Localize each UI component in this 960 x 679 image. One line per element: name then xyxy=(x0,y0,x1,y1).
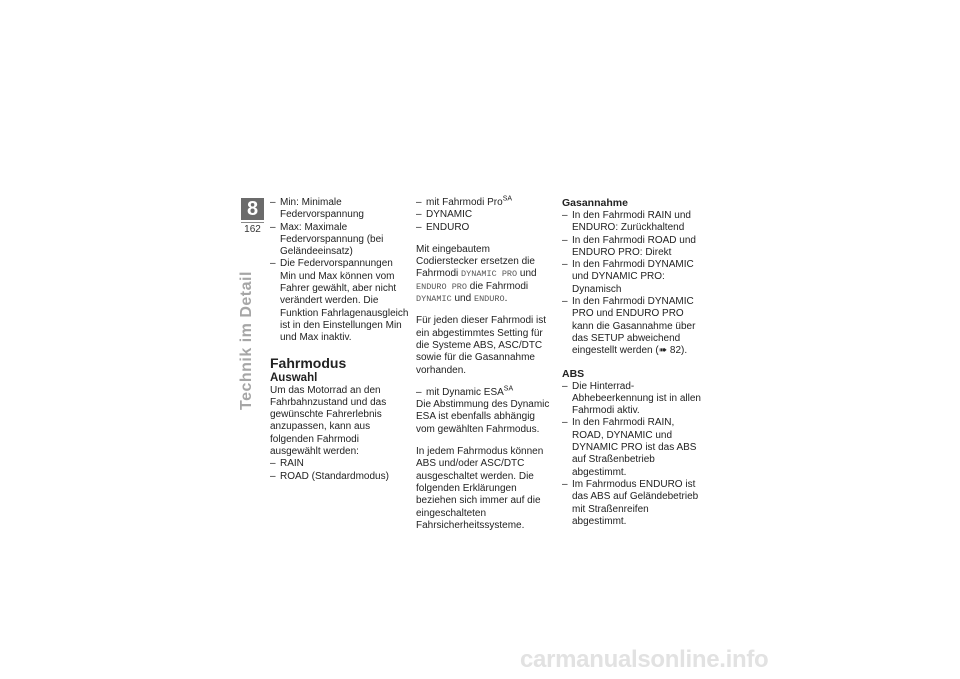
list-item xyxy=(416,197,551,209)
subheading-auswahl: Auswahl xyxy=(270,371,318,384)
list-item: – Die Federvorspannungen Min und Max können vom Fahrer gewählt, aber nicht verändert werden. Die Funktion Fahrlagenausgleich ist in den Einstellungen Min und Max inaktiv. xyxy=(270,258,410,344)
section-heading-fahrmodus: Fahrmodus xyxy=(270,354,347,371)
page-reference-link[interactable]: ➠ 82 xyxy=(658,345,681,357)
selection-paragraph: Um das Motorrad an den Fahrbahnzustand und das gewünschte Fahrerlebnis anzupassen, kann aus folgenden Fahrmodi ausgewählt werden: xyxy=(270,384,387,458)
esa-label: mit Dynamic ESA xyxy=(426,386,504,398)
code-enduro-pro: ENDURO PRO xyxy=(416,281,468,292)
esa-paragraph: Die Abstimmung des Dynamic ESA ist ebenfalls abhängig vom gewählten Fahrmodus. xyxy=(416,399,550,435)
column-3 xyxy=(562,197,702,528)
page-number: 162 xyxy=(244,224,261,235)
list-item: – In den Fahrmodi DYNAMIC und DYNAMIC PRO: Dynamisch xyxy=(562,259,702,296)
chapter-side-title: Technik im Detail xyxy=(238,271,255,410)
list-item: – DYNAMIC xyxy=(416,209,551,221)
pro-label: mit Fahrmodi Pro xyxy=(426,197,503,208)
column-1 xyxy=(270,197,410,483)
heading-gasannahme: Gasannahme xyxy=(562,197,628,209)
riding-modes-list xyxy=(270,458,410,483)
list-item: – Die Hinterrad-Abhebeerkennung ist in allen Fahrmodi aktiv. xyxy=(562,381,702,418)
page-number-rule xyxy=(241,222,264,223)
heading-abs: ABS xyxy=(562,367,585,380)
chapter-number-badge: 8 xyxy=(241,198,264,220)
list-item xyxy=(416,387,551,399)
list-item: – In den Fahrmodi ROAD und ENDURO PRO: Direkt xyxy=(562,235,702,260)
column-2 xyxy=(416,197,551,532)
list-item: – In den Fahrmodi DYNAMIC PRO und ENDURO PRO kann die Gasannahme über das SETUP abweichend eingestellt werden (➠ 82). xyxy=(562,296,702,357)
list-item: – Min: Minimale Federvorspannung xyxy=(270,197,410,222)
list-item: – ENDURO xyxy=(416,222,551,234)
list-item: – ROAD (Standardmodus) xyxy=(270,471,410,483)
esa-list xyxy=(416,387,551,399)
sa-marker: SA xyxy=(503,385,514,393)
list-item: – Im Fahrmodus ENDURO ist das ABS auf Geländebetrieb mit Straßenreifen abgestimmt. xyxy=(562,479,702,528)
pro-modes-list xyxy=(416,197,551,234)
throttle-response-list xyxy=(562,210,702,358)
site-watermark: carmanualsonline.info xyxy=(520,646,769,673)
code-dynamic-pro: DYNAMIC PRO xyxy=(461,269,518,280)
systems-paragraph: In jedem Fahrmodus können ABS und/oder ASC/DTC ausgeschaltet werden. Die folgenden Erklärungen beziehen sich immer auf die eingeschalteten Fahrsicherheitssysteme. xyxy=(416,446,544,531)
sa-marker: SA xyxy=(502,195,513,203)
list-item: – In den Fahrmodi RAIN und ENDURO: Zurückhaltend xyxy=(562,210,702,235)
setting-paragraph: Für jeden dieser Fahrmodi ist ein abgestimmtes Setting für die Systeme ABS, ASC/DTC sowie für die Gasannahme vorhanden. xyxy=(416,315,547,376)
list-item: – Max: Maximale Federvorspannung (bei Geländeeinsatz) xyxy=(270,222,410,259)
coding-plug-paragraph: Mit eingebautem Codierstecker ersetzen die Fahrmodi DYNAMIC PRO und ENDURO PRO die Fahrmodi DYNAMIC und ENDURO. xyxy=(416,243,537,305)
code-dynamic: DYNAMIC xyxy=(416,294,452,305)
code-enduro: ENDURO xyxy=(473,294,505,305)
list-item: – In den Fahrmodi RAIN, ROAD, DYNAMIC und DYNAMIC PRO ist das ABS auf Straßenbetrieb abgestimmt. xyxy=(562,417,702,478)
list-item: – RAIN xyxy=(270,458,410,470)
abs-list xyxy=(562,381,702,529)
suspension-preload-list xyxy=(270,197,410,345)
